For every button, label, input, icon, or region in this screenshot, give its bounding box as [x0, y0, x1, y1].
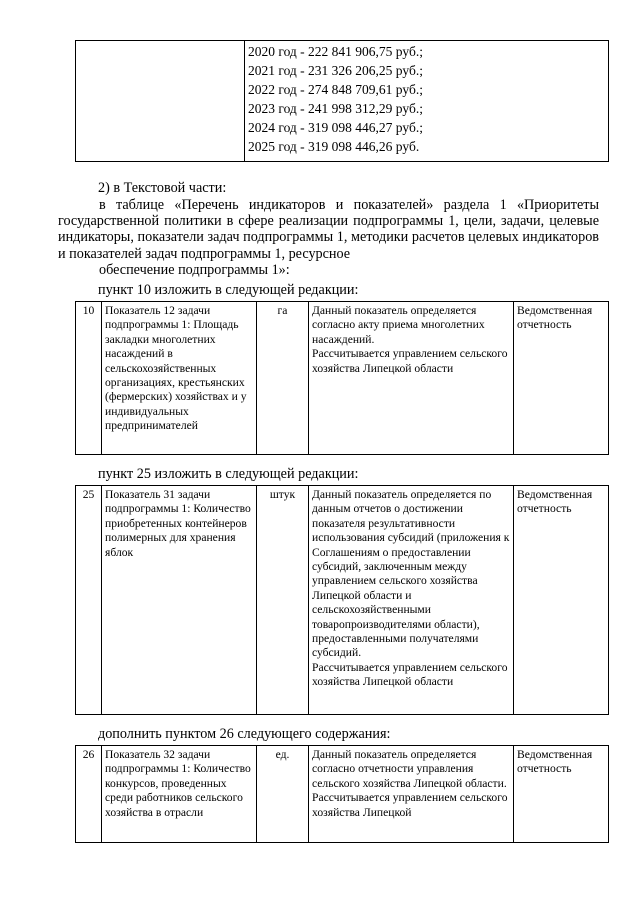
indicator-name: Показатель 31 задачи подпрограммы 1: Количество приобретенных контейнеров полимерных для хранения яблок — [102, 486, 257, 715]
funding-table — [75, 40, 609, 162]
lead-item-25: пункт 25 изложить в следующей редакции: — [98, 466, 359, 482]
indicator-name: Показатель 12 задачи подпрограммы 1: Площадь закладки многолетних насаждений в сельскохозяйственных организациях, крестьянских (фермерских) хозяйствах и у индивидуальных предпринимателей — [102, 302, 257, 455]
funding-line-2020: 2020 год - 222 841 906,75 руб.; — [248, 44, 423, 59]
indicator-table-26 — [75, 745, 609, 843]
method-cell — [309, 746, 514, 843]
indicator-name: Показатель 32 задачи подпрограммы 1: Количество конкурсов, проведенных среди работников сельского хозяйства в отрасли — [102, 746, 257, 843]
funding-line-2022: 2022 год - 274 848 709,61 руб.; — [248, 82, 423, 97]
unit-cell: га — [257, 302, 309, 455]
funding-row — [76, 41, 609, 162]
source-cell: Ведомственная отчетность — [514, 302, 609, 455]
source-cell: Ведомственная отчетность — [514, 486, 609, 715]
funding-line-2021: 2021 год - 231 326 206,25 руб.; — [248, 63, 423, 78]
intro-text: в таблице «Перечень индикаторов и показателей» раздела 1 «Приоритеты государственной политики в сфере реализации подпрограммы 1, цели, задачи, целевые индикаторы, показатели задач подпрограммы 1, методики расчетов целевых индикаторов и показателей задач подпрограммы 1, ресурсное — [58, 197, 599, 262]
funding-line-2024: 2024 год - 319 098 446,27 руб.; — [248, 120, 423, 135]
funding-empty-cell — [76, 41, 245, 162]
method-cell — [309, 486, 514, 715]
source-cell: Ведомственная отчетность — [514, 746, 609, 843]
row-number: 26 — [76, 746, 102, 843]
funding-line-2025: 2025 год - 319 098 446,26 руб. — [248, 139, 420, 154]
table-row — [76, 302, 609, 455]
indicator-table-25 — [75, 485, 609, 715]
intro-text-end: обеспечение подпрограммы 1»: — [99, 261, 290, 278]
method-responsible: Рассчитывается управлением сельского хозяйства Липецкой области — [312, 347, 508, 375]
lead-item-10: пункт 10 изложить в следующей редакции: — [98, 282, 359, 298]
method-text: Данный показатель определяется по данным отчетов о достижении показателя результативности использования субсидий (приложения к Соглашениям о предоставлении субсидий, заключенным между управлением сельского хозяйства Липецкой области и сельскохозяйственными товаропроизводителями области), предоставленными получателями субсидий. — [312, 488, 510, 660]
table-row — [76, 486, 609, 715]
section-heading: 2) в Текстовой части: — [98, 180, 227, 196]
method-text: Данный показатель определяется согласно отчетности управления сельского хозяйства Липецкой области. — [312, 748, 507, 790]
unit-cell: штук — [257, 486, 309, 715]
row-number: 10 — [76, 302, 102, 455]
method-responsible: Рассчитывается управлением сельского хозяйства Липецкой — [312, 791, 508, 819]
indicator-table-10 — [75, 301, 609, 455]
method-cell — [309, 302, 514, 455]
table-row — [76, 746, 609, 843]
lead-item-26: дополнить пунктом 26 следующего содержания: — [98, 726, 391, 742]
funding-years-cell — [245, 41, 609, 162]
row-number: 25 — [76, 486, 102, 715]
funding-line-2023: 2023 год - 241 998 312,29 руб.; — [248, 101, 423, 116]
intro-paragraph — [58, 197, 599, 278]
unit-cell: ед. — [257, 746, 309, 843]
method-text: Данный показатель определяется согласно акту приема многолетних насаждений. — [312, 304, 485, 346]
method-responsible: Рассчитывается управлением сельского хозяйства Липецкой области — [312, 660, 508, 689]
